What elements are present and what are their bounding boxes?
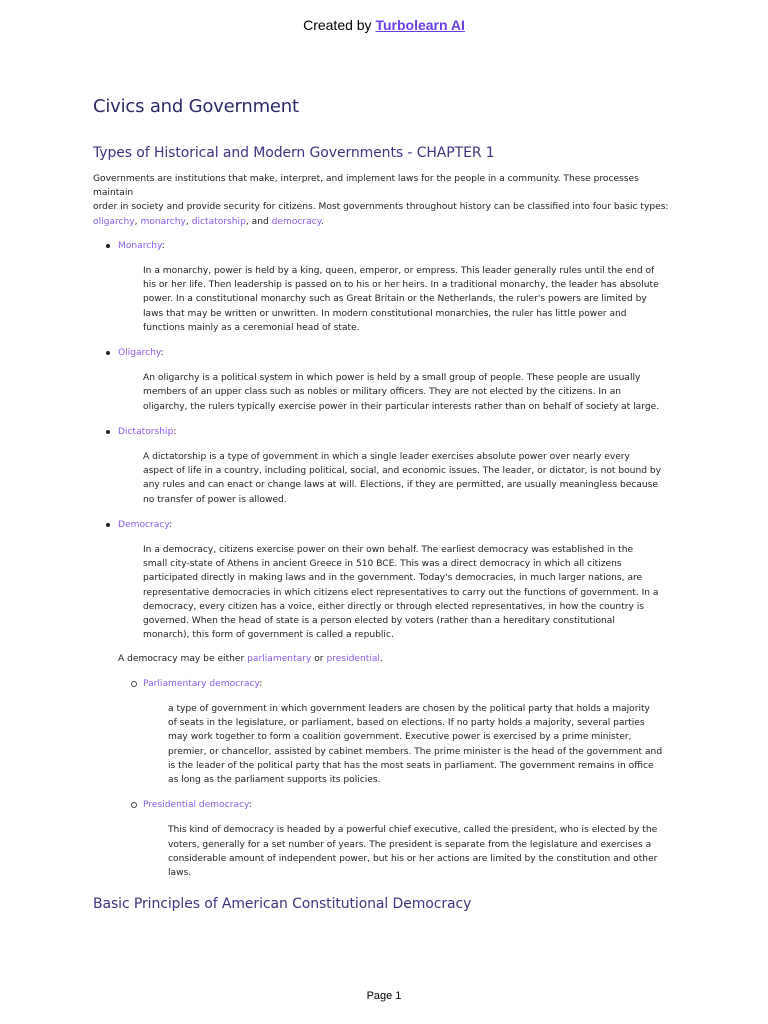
text-line: small city-state of Athens in ancient Greece in 510 BCE. This was a direct democracy in which all citizens [143,559,622,570]
text-line: members of an upper class such as nobles or military officers. They are not elected by the citizens. In an [143,387,622,398]
text-line: A dictatorship is a type of government in which a single leader exercises absolute power over nearly every [143,452,630,463]
turbolearn-link[interactable]: Turbolearn AI [375,17,465,33]
created-by-banner [0,17,768,33]
list-item-parliamentary: Parliamentary democracy: a type of government in which government leaders are chosen by the political party that holds a majority of seats in the legislature, or parliament, based on elections. If no party holds a majority, several parties may work together to form a coalition government. Executive power is exercised by a prime minister, premier, or chancellor, assisted by cabinet members. The prime minister is the head of the government and is the leader of the political party that has the most seats in parliament. The government remains in office as long as the parliament supports its policies. [143,677,673,787]
text-line: no transfer of power is allowed. [143,494,287,505]
page-title: Civics and Government [93,96,299,117]
text-line: voters, generally for a set number of years. The president is separate from the legislature and exercises a [168,839,652,850]
or-word: or [314,654,324,665]
parliamentary-term[interactable]: Parliamentary democracy [143,678,260,689]
separator: . [320,216,324,227]
oligarchy-description [143,371,673,414]
text-line: functions mainly as a ceremonial head of state. [143,322,360,333]
separator: , and [245,216,269,227]
text-line: any rules and can enact or change laws at will. Elections, if they are permitted, are usually meaningless because [143,480,658,491]
text-line: laws. [168,867,192,878]
text-line: premier, or chancellor, assisted by cabinet members. The prime minister is the head of the government and [168,746,663,757]
text-line: as long as the parliament supports its policies. [168,774,381,785]
bullet-circle [131,681,137,687]
text-line: participated directly in making laws and in the government. Today's democracies, in much larger nations, are [143,573,643,584]
text-line: may work together to form a coalition government. Executive power is exercised by a prime minister, [168,732,632,743]
text-line: representative democracies in which citizens elect representatives to carry out the functions of government. In a [143,587,659,598]
text-line: governed. When the head of state is a person elected by voters (rather than a hereditary constitutional [143,616,615,627]
dictatorship-description [143,450,673,507]
text-line: democracy, every citizen has a voice, either directly or through elected representatives, in how the country is [143,601,645,612]
monarchy-term[interactable]: Monarchy [118,240,162,251]
intro-links-line [93,215,673,229]
text-line: laws that may be written or unwritten. In modern constitutional monarchies, the ruler has little power and [143,308,627,319]
text-line: power. In a constitutional monarchy such as Great Britain or the Netherlands, the ruler's powers are limited by [143,294,647,305]
presidential-description [168,823,673,880]
bullet-dot [106,351,110,355]
presidential-link[interactable]: presidential [326,654,380,665]
monarchy-description [143,264,673,335]
text-line: monarch), this form of government is called a republic. [143,630,394,641]
text-line: This kind of democracy is headed by a powerful chief executive, called the president, who is elected by the [168,825,658,836]
text-line: In a democracy, citizens exercise power on their own behalf. The earliest democracy was established in the [143,545,634,556]
separator: , [134,216,138,227]
text-line: a type of government in which government leaders are chosen by the political party that holds a majority [168,703,650,714]
monarchy-link[interactable]: monarchy [140,216,186,227]
democracy-types-line [118,652,673,666]
text-line: is the leader of the political party that has the most seats in parliament. The government remains in office [168,760,654,771]
parliamentary-description [168,702,673,787]
list-item-oligarchy: Oligarchy: An oligarchy is a political system in which power is held by a small group of people. These people are usually members of an upper class such as nobles or military officers. They are not elected by the citizens. In an oligarchy, the rulers typically exercise power in their particular interests rather than on behalf of society at large. [118,346,673,414]
text-line: aspect of life in a country, including political, social, and economic issues. The leader, or dictator, is not bound by [143,466,662,477]
democracy-subtypes-list [143,677,673,880]
bullet-dot [106,244,110,248]
text-line: of seats in the legislature, or parliament, based on elections. If no party holds a majority, several parties [168,718,645,729]
bullet-circle [131,802,137,808]
intro-paragraph [93,172,673,229]
section-heading-principles: Basic Principles of American Constitutional Democracy [93,896,472,913]
period: . [379,654,383,665]
bullet-dot [106,430,110,434]
list-item-dictatorship: Dictatorship: A dictatorship is a type of government in which a single leader exercises absolute power over nearly every aspect of life in a country, including political, social, and economic issues. The leader, or dictator, is not bound by any rules and can enact or change laws at will. Elections, if they are permitted, are usually meaningless because no transfer of power is allowed. [118,425,673,507]
list-item-monarchy: Monarchy: In a monarchy, power is held by a king, queen, emperor, or empress. This leader generally rules until the end of his or her life. Then leadership is passed on to his or her heirs. In a traditional monarchy, the leader has absolute power. In a constitutional monarchy such as Great Britain or the Netherlands, the ruler's powers are limited by laws that may be written or unwritten. In modern constitutional monarchies, the ruler has little power and functions mainly as a ceremonial head of state. [118,239,673,335]
presidential-term[interactable]: Presidential democracy [143,800,249,811]
democracy-types-lead: A democracy may be either [118,654,245,665]
democracy-term[interactable]: Democracy [118,519,170,530]
separator: , [185,216,189,227]
democracy-link[interactable]: democracy [271,216,321,227]
text-line: oligarchy, the rulers typically exercise power in their particular interests rather than on behalf of society at large. [143,401,660,412]
section-heading-types: Types of Historical and Modern Governments - CHAPTER 1 [93,145,495,161]
created-by-label: Created by [303,17,372,33]
page-number: Page 1 [366,990,402,1002]
text-line: his or her life. Then leadership is passed on to his or her heirs. In a traditional monarchy, the leader has absolute [143,280,659,291]
bullet-dot [106,523,110,527]
dictatorship-term[interactable]: Dictatorship [118,426,174,437]
dictatorship-link[interactable]: dictatorship [191,216,246,227]
document-body [93,96,673,912]
list-item-democracy: Democracy: In a democracy, citizens exercise power on their own behalf. The earliest democracy was established in the small city-state of Athens in ancient Greece in 510 BCE. This was a direct democracy in which all citizens participated directly in making laws and in the government. Today's democracies, in much larger nations, are representative democracies in which citizens elect representatives to carry out the functions of government. In a democracy, every citizen has a voice, either directly or through elected representatives, in how the country is governed. When the head of state is a person elected by voters (rather than a hereditary constitutional monarch), this form of government is called a republic. A democracy may be either parliamentary or presidential. Parliamentary democracy: a type of government in which government leaders are chosen by the political party that holds a majority of seats in the legislature, or parliament, based on elections. If no party holds a majority, several parties may work together to form a coalition government. Executive power is exercised by a prime minister, premier, or chancellor, assisted by cabinet members. The prime minister is the head of the government and is the leader of the political party that has the most seats in parliament. The government remains in office as long as the parliament supports its policies. Presidential democracy: This kind of democracy is headed by a powerful chief executive, called the president, who is elected by the voters, generally for a set number of years. The president is separate from the legislature and exercises a considerable amount of independent power, but his or her actions are limited by the constitution and other laws. [118,518,673,880]
intro-line: order in society and provide security for citizens. Most governments throughout history can be classified into four basic types: [93,202,669,213]
text-line: In a monarchy, power is held by a king, queen, emperor, or empress. This leader generally rules until the end of [143,266,655,277]
text-line: considerable amount of independent power, but his or her actions are limited by the constitution and other [168,853,658,864]
text-line: An oligarchy is a political system in which power is held by a small group of people. These people are usually [143,373,641,384]
oligarchy-term[interactable]: Oligarchy [118,348,161,359]
oligarchy-link[interactable]: oligarchy [93,216,135,227]
list-item-presidential: Presidential democracy: This kind of democracy is headed by a powerful chief executive, called the president, who is elected by the voters, generally for a set number of years. The president is separate from the legislature and exercises a considerable amount of independent power, but his or her actions are limited by the constitution and other laws. [143,798,673,880]
parliamentary-link[interactable]: parliamentary [247,654,312,665]
democracy-description [143,543,673,642]
intro-line: Governments are institutions that make, interpret, and implement laws for the people in a community. These processes maintain [93,174,639,199]
government-types-list [118,239,673,880]
